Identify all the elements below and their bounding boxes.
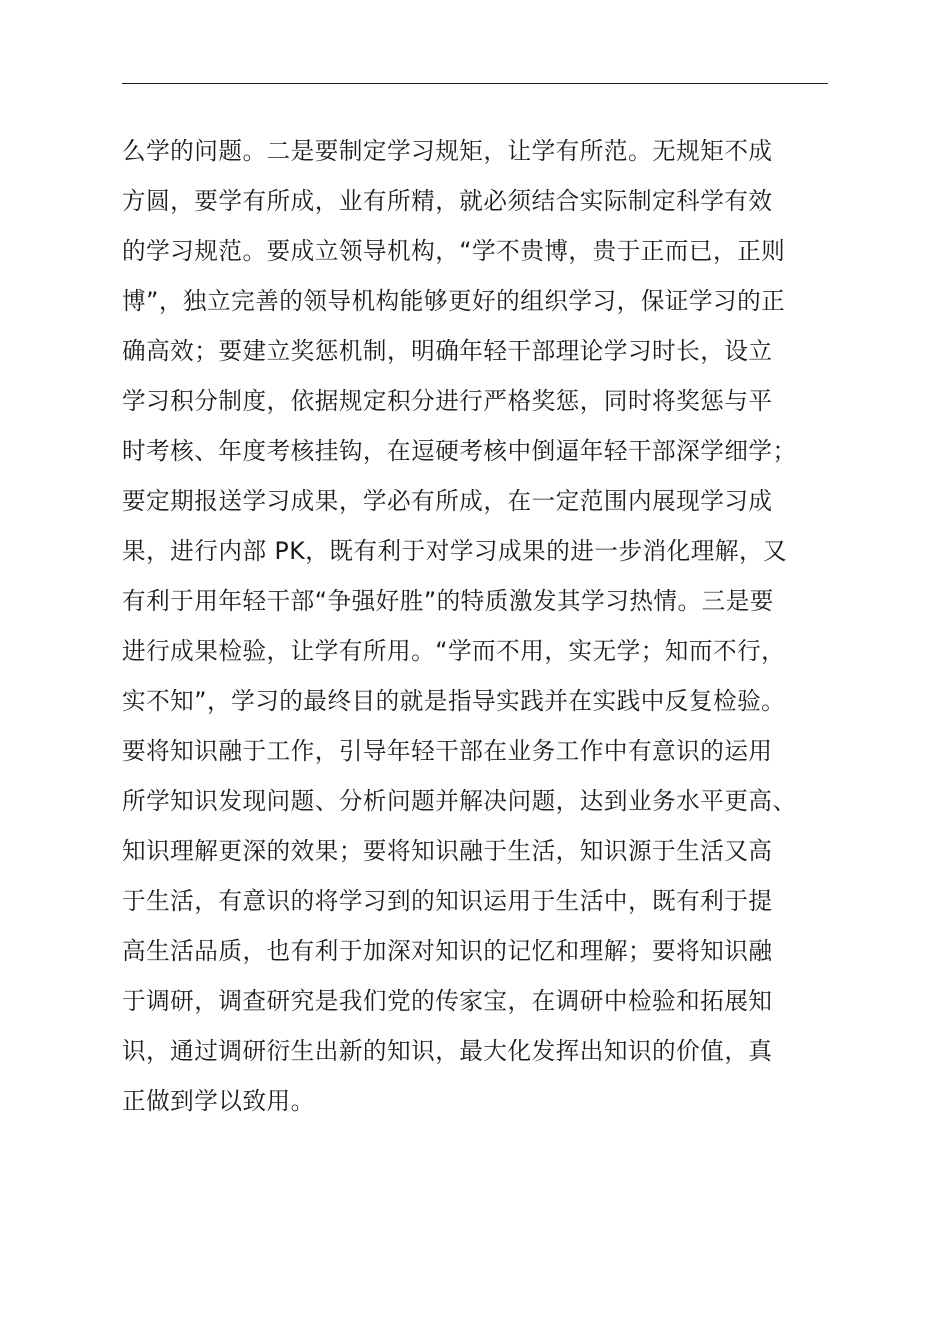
header-rule	[122, 83, 828, 84]
text-line: 果，进行内部 PK，既有利于对学习成果的进一步消化理解，又	[122, 537, 788, 565]
text-line: 时考核、年度考核挂钩，在逗硬考核中倒逼年轻干部深学细学；	[122, 437, 797, 465]
text-line: 博”，独立完善的领导机构能够更好的组织学习，保证学习的正	[122, 287, 786, 315]
text-line: 于调研，调查研究是我们党的传家宝，在调研中检验和拓展知	[122, 987, 773, 1015]
text-line: 所学知识发现问题、分析问题并解决问题，达到业务水平更高、	[122, 787, 797, 815]
body-paragraph	[122, 126, 862, 1126]
text-line: 方圆，要学有所成，业有所精，就必须结合实际制定科学有效	[122, 187, 773, 215]
text-line: 要定期报送学习成果，学必有所成，在一定范围内展现学习成	[122, 487, 773, 515]
text-line: 知识理解更深的效果；要将知识融于生活，知识源于生活又高	[122, 837, 773, 865]
text-line: 有利于用年轻干部“争强好胜”的特质激发其学习热情。三是要	[122, 587, 774, 615]
text-line: 确高效；要建立奖惩机制，明确年轻干部理论学习时长，设立	[122, 337, 773, 365]
text-line: 的学习规范。要成立领导机构，“学不贵博，贵于正而已，正则	[122, 237, 786, 265]
text-line: 要将知识融于工作，引导年轻干部在业务工作中有意识的运用	[122, 737, 773, 765]
text-line: 进行成果检验，让学有所用。“学而不用，实无学；知而不行，	[122, 637, 786, 665]
text-line: 正做到学以致用。	[122, 1087, 315, 1115]
text-line: 实不知”，学习的最终目的就是指导实践并在实践中反复检验。	[122, 687, 786, 715]
text-line: 识，通过调研衍生出新的知识，最大化发挥出知识的价值，真	[122, 1037, 773, 1065]
text-line: 高生活品质，也有利于加深对知识的记忆和理解；要将知识融	[122, 937, 773, 965]
text-line: 么学的问题。二是要制定学习规矩，让学有所范。无规矩不成	[122, 137, 773, 165]
text-line: 学习积分制度，依据规定积分进行严格奖惩，同时将奖惩与平	[122, 387, 773, 415]
text-line: 于生活，有意识的将学习到的知识运用于生活中，既有利于提	[122, 887, 773, 915]
